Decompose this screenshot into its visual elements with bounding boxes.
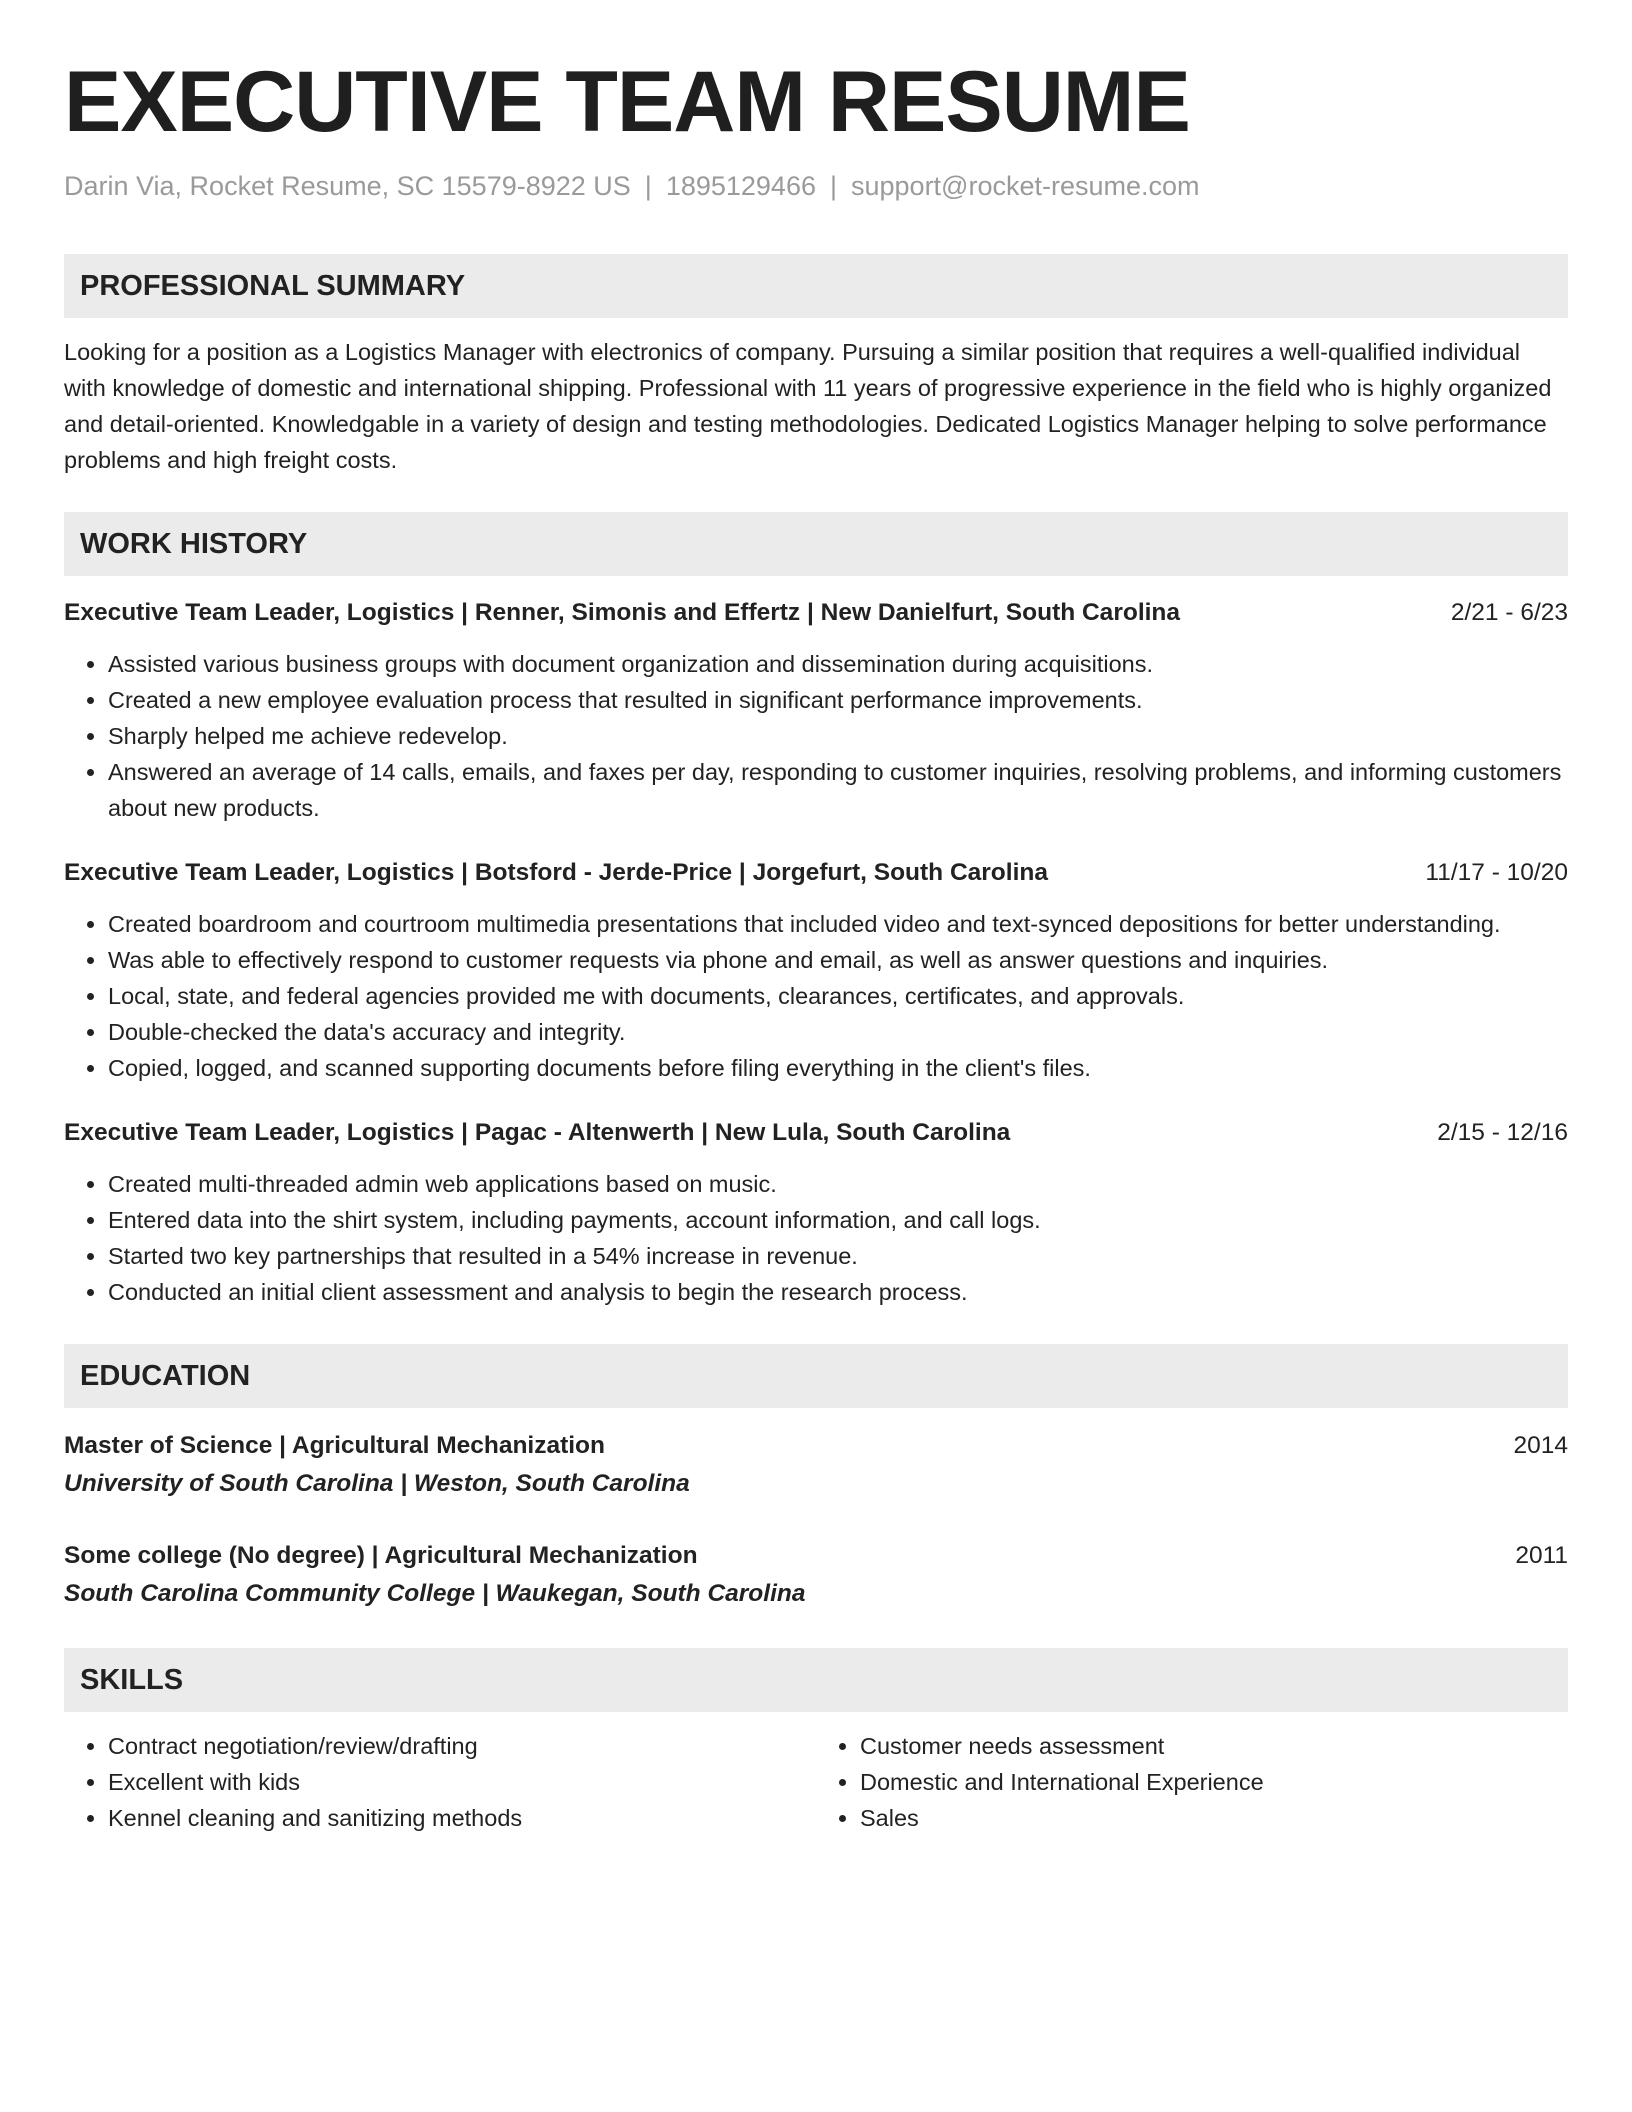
- job-bullets: [64, 906, 1568, 1086]
- job-bullet: • Was able to effectively respond to customer requests via phone and email, as well as answer questions and inquiries.: [108, 942, 1568, 978]
- skill-item: • Customer needs assessment: [860, 1728, 1568, 1764]
- job-bullet: • Entered data into the shirt system, including payments, account information, and call logs.: [108, 1202, 1568, 1238]
- education-school: South Carolina Community College | Waukegan, South Carolina: [64, 1580, 806, 1607]
- contact-separator: |: [829, 171, 837, 201]
- contact-line: [64, 168, 1568, 204]
- job-header: [64, 856, 1568, 890]
- skill-item: • Sales: [860, 1800, 1568, 1836]
- job-entry: [64, 596, 1568, 826]
- section-heading-education: EDUCATION: [64, 1344, 1568, 1408]
- education-school: University of South Carolina | Weston, South Carolina: [64, 1470, 690, 1497]
- summary-text: Looking for a position as a Logistics Manager with electronics of company. Pursuing a similar position that requires a well-qualified individual with knowledge of domestic and international shipping. Professional with 11 years of progressive experience in the field who is highly organized and detail-oriented. Knowledgable in a variety of design and testing methodologies. Dedicated Logistics Manager helping to solve performance problems and high freight costs.: [64, 339, 1552, 473]
- job-header: [64, 1116, 1568, 1150]
- skills-column-left: [64, 1728, 816, 1836]
- contact-phone: 1895129466: [665, 171, 816, 201]
- job-dates: 11/17 - 10/20: [1425, 859, 1568, 886]
- job-title: Executive Team Leader, Logistics | Renner, Simonis and Effertz | New Danielfurt, South Carolina: [64, 599, 1181, 626]
- skill-item: • Excellent with kids: [108, 1764, 816, 1800]
- job-dates: 2/21 - 6/23: [1450, 599, 1568, 626]
- education-header: [64, 1428, 1568, 1464]
- section-heading-work: WORK HISTORY: [64, 512, 1568, 576]
- job-bullet: • Assisted various business groups with document organization and dissemination during acquisitions.: [108, 646, 1568, 682]
- skill-item: • Kennel cleaning and sanitizing methods: [108, 1800, 816, 1836]
- education-year: 2014: [1513, 1432, 1568, 1459]
- job-title: Executive Team Leader, Logistics | Pagac - Altenwerth | New Lula, South Carolina: [64, 1119, 1011, 1146]
- job-bullet: • Created boardroom and courtroom multimedia presentations that included video and text-synced depositions for better understanding.: [108, 906, 1568, 942]
- education-entry: [64, 1538, 1568, 1614]
- education-header: [64, 1538, 1568, 1574]
- contact-separator: |: [644, 171, 652, 201]
- job-bullet: • Double-checked the data's accuracy and integrity.: [108, 1014, 1568, 1050]
- contact-address: Darin Via, Rocket Resume, SC 15579-8922 US: [64, 171, 631, 201]
- resume-title: EXECUTIVE TEAM RESUME: [64, 54, 1190, 150]
- job-bullets: [64, 646, 1568, 826]
- job-bullet: • Started two key partnerships that resulted in a 54% increase in revenue.: [108, 1238, 1568, 1274]
- job-bullet: • Local, state, and federal agencies provided me with documents, clearances, certificates, and approvals.: [108, 978, 1568, 1014]
- skill-item: • Domestic and International Experience: [860, 1764, 1568, 1800]
- section-heading-summary: PROFESSIONAL SUMMARY: [64, 254, 1568, 318]
- education-degree: Master of Science | Agricultural Mechanization: [64, 1432, 605, 1459]
- skills-list: [64, 1728, 1568, 1836]
- job-bullet: • Created a new employee evaluation process that resulted in significant performance improvements.: [108, 682, 1568, 718]
- education-degree: Some college (No degree) | Agricultural Mechanization: [64, 1542, 698, 1569]
- job-bullet: • Created multi-threaded admin web applications based on music.: [108, 1166, 1568, 1202]
- section-heading-skills: SKILLS: [64, 1648, 1568, 1712]
- skills-column-right: [816, 1728, 1568, 1836]
- education-entry: [64, 1428, 1568, 1504]
- job-bullets: [64, 1166, 1568, 1310]
- education-year: 2011: [1515, 1542, 1568, 1569]
- skill-item: • Contract negotiation/review/drafting: [108, 1728, 816, 1764]
- job-bullet: • Copied, logged, and scanned supporting documents before filing everything in the client's files.: [108, 1050, 1568, 1086]
- job-bullet: • Sharply helped me achieve redevelop.: [108, 718, 1568, 754]
- contact-email: support@rocket-resume.com: [851, 171, 1200, 201]
- job-title: Executive Team Leader, Logistics | Botsford - Jerde-Price | Jorgefurt, South Carolina: [64, 859, 1048, 886]
- job-bullet: • Answered an average of 14 calls, emails, and faxes per day, responding to customer inquiries, resolving problems, and informing customers about new products.: [108, 754, 1568, 826]
- job-entry: [64, 856, 1568, 1086]
- job-dates: 2/15 - 12/16: [1437, 1119, 1568, 1146]
- job-entry: [64, 1116, 1568, 1310]
- job-header: [64, 596, 1568, 630]
- job-bullet: • Conducted an initial client assessment and analysis to begin the research process.: [108, 1274, 1568, 1310]
